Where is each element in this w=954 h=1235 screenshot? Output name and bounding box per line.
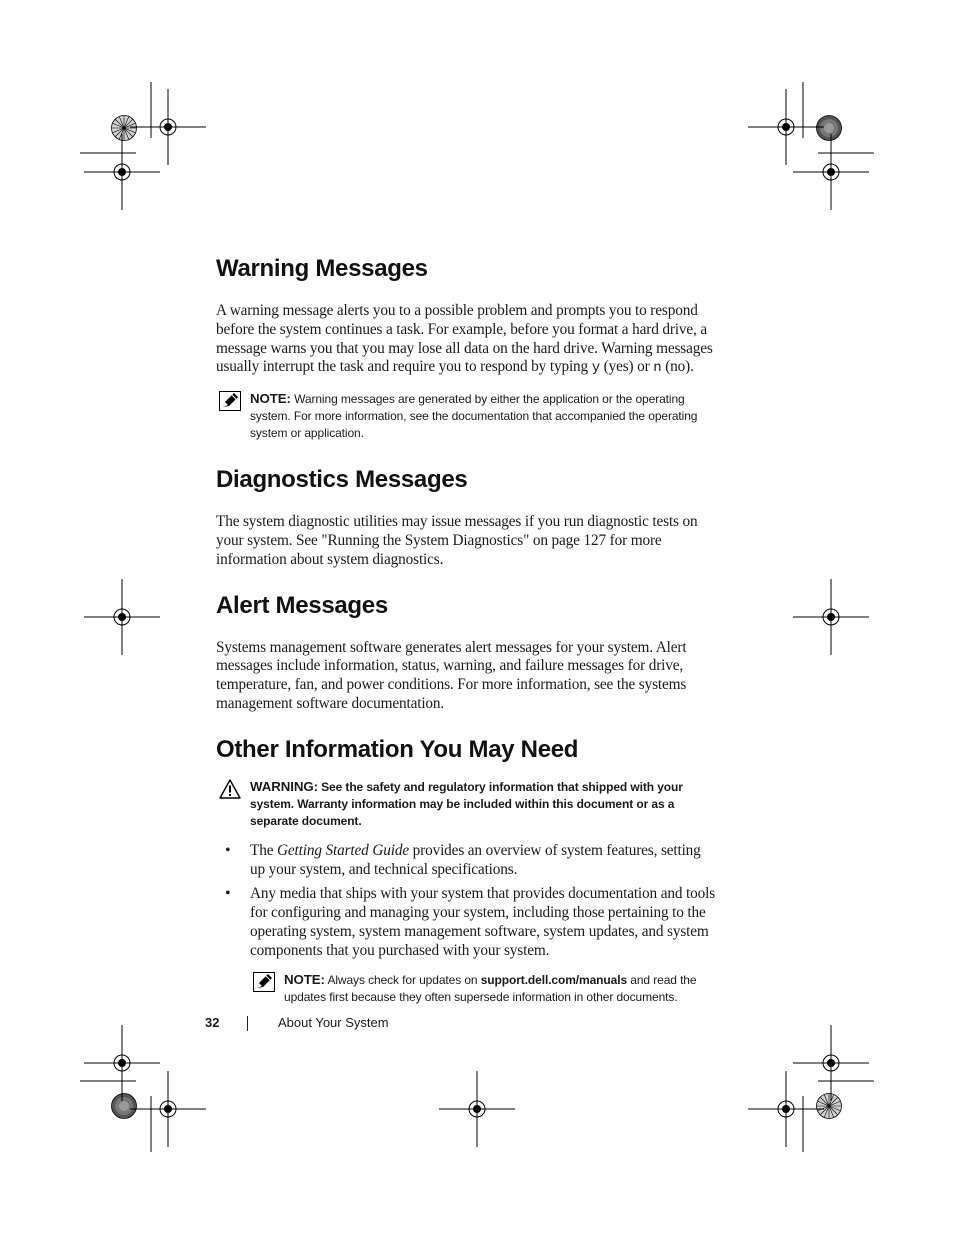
warning-body-a: A warning message alerts you to a possible problem and prompts you to respond before the system continues a task. For example, before you format a hard drive, a message warns you that you may lose all data on the hard drive. Warning messages usually interrupt the task and require you to respond by typing: [216, 302, 713, 376]
support-link[interactable]: support.dell.com/manuals: [480, 972, 628, 987]
warning-triangle-icon: [219, 779, 241, 799]
bullet-symbol: •: [225, 841, 231, 859]
bullet1-a: The: [250, 841, 278, 859]
note-warning-messages: [216, 390, 716, 442]
note-updates: [250, 971, 716, 1006]
note-pencil-icon: [219, 391, 241, 411]
warning-label: WARNING:: [250, 778, 318, 794]
footer-divider: [247, 1016, 248, 1031]
warning-body-b: (yes) or: [600, 358, 654, 376]
heading-diagnostics-messages: Diagnostics Messages: [216, 466, 468, 494]
bullet-symbol: •: [225, 885, 231, 903]
note-pencil-icon: [253, 972, 275, 992]
warning-messages-paragraph: [216, 302, 716, 378]
footer-title: About Your System: [278, 1015, 389, 1030]
warning-body: See the safety and regulatory information that shipped with your system. Warranty information may be included within this document or as a separate document.: [250, 779, 683, 828]
note-body-a: Always check for updates on: [324, 972, 481, 987]
list-item: [216, 885, 716, 960]
diagnostics-paragraph: The system diagnostic utilities may issue messages if you run diagnostic tests on your system. See "Running the System Diagnostics" on page 127 for more information about system diagnostics.: [216, 513, 698, 568]
page-number: 32: [205, 1015, 220, 1030]
getting-started-guide-title: Getting Started Guide: [277, 841, 409, 859]
warning-body-c: (no).: [661, 358, 694, 376]
bullet-media: Any media that ships with your system that provides documentation and tools for configuring and managing your system, including those pertaining to the operating system, system management software, system updates, and system components that you purchased with your system.: [250, 885, 716, 959]
heading-other-information: Other Information You May Need: [216, 735, 579, 763]
alert-paragraph: Systems management software generates alert messages for your system. Alert messages include information, status, warning, and failure messages for drive, temperature, fan, and power conditions. For more information, see the systems management software documentation.: [216, 638, 687, 712]
note-label: NOTE:: [284, 971, 325, 987]
note-text: [250, 390, 716, 442]
warning-text: [250, 778, 716, 830]
list-item: [216, 842, 716, 880]
note-body-b: and read the updates first because they often supersede information in other documents.: [284, 972, 697, 1004]
heading-alert-messages: Alert Messages: [216, 591, 388, 619]
warning-safety-notice: [216, 778, 716, 830]
key-yes: y: [591, 360, 600, 377]
note-updates-text: [284, 971, 716, 1006]
note-label: NOTE:: [250, 391, 291, 407]
heading-warning-messages: Warning Messages: [216, 255, 428, 282]
note-body: Warning messages are generated by either the application or the operating system. For more information, see the documentation that accompanied the operating system or application.: [250, 392, 698, 441]
key-no: n: [653, 360, 662, 377]
bullet1-b: provides an overview of system features, setting up your system, and technical specifications.: [250, 841, 701, 878]
bullet-getting-started: [250, 842, 716, 880]
page-content: [216, 255, 716, 1006]
